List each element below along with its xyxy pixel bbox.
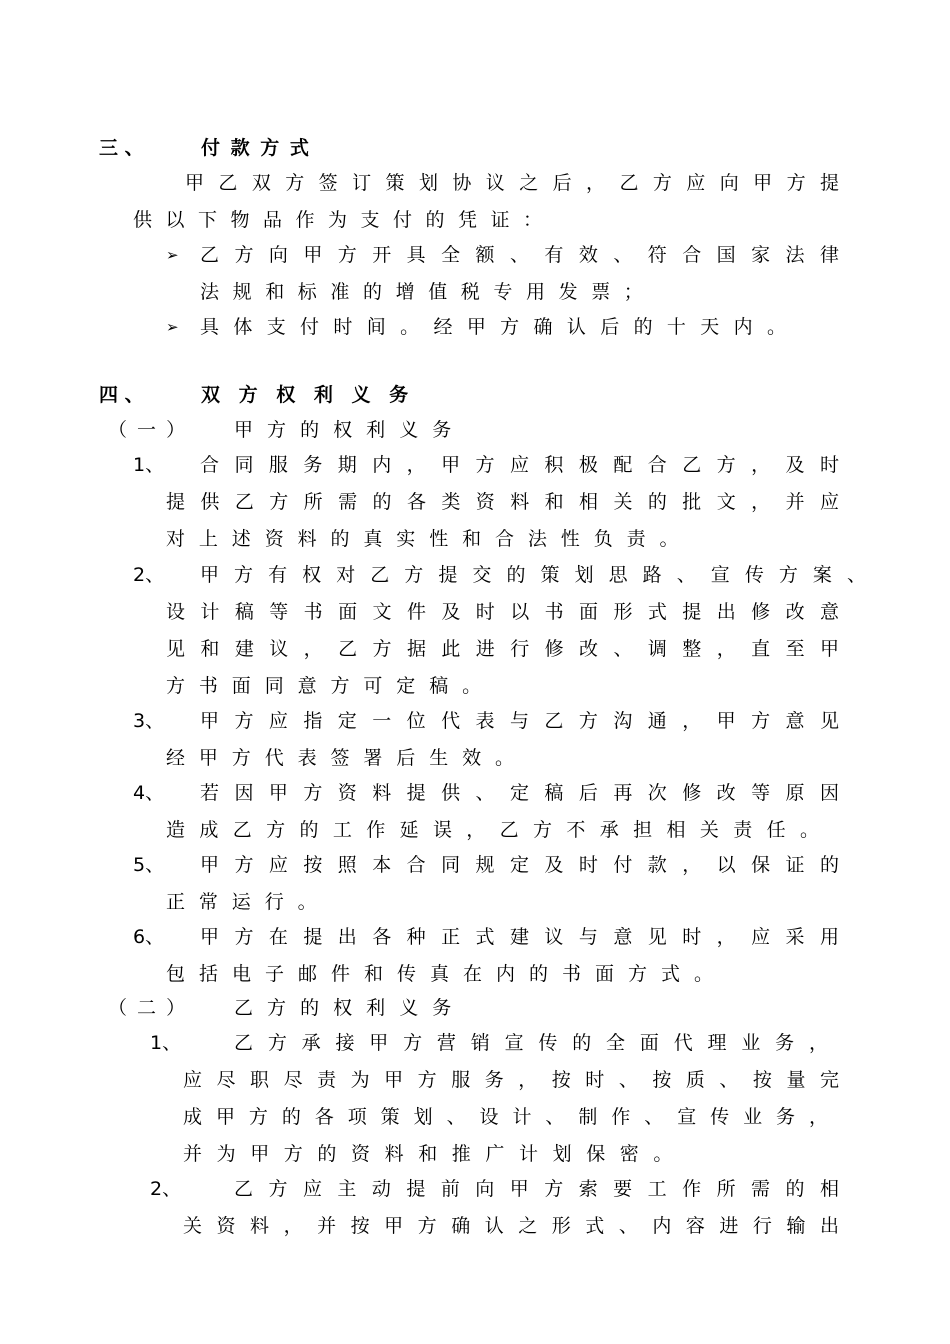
- party-a-item-4-line-2: 造成乙方的工作延误，乙方不承担相关责任。: [166, 819, 819, 841]
- party-b-item-1-line-2: 应尽职尽责为甲方服务，按时、按质、按量完: [183, 1069, 839, 1091]
- party-a-item-6-line-1: 甲方在提出各种正式建议与意见时，应采用: [200, 926, 839, 948]
- party-a-item-5-number: 5、: [133, 854, 165, 876]
- section-3-bullet-1-line-2: 法规和标准的增值税专用发票；: [200, 281, 657, 303]
- party-a-item-6-number: 6、: [133, 926, 165, 948]
- party-a-item-1-number: 1、: [133, 454, 165, 476]
- party-a-item-3-number: 3、: [133, 710, 165, 732]
- party-a-item-4-number: 4、: [133, 782, 165, 804]
- party-b-number: （ 二 ）: [108, 997, 188, 1019]
- party-b-item-1-number: 1、: [150, 1032, 182, 1054]
- party-a-item-1-line-3: 对上述资料的真实性和合法性负责。: [166, 528, 693, 550]
- party-b-item-1-line-1: 乙方承接甲方营销宣传的全面代理业务，: [234, 1032, 828, 1054]
- section-3-bullet-1-line-1: 乙方向甲方开具全额、有效、符合国家法律: [200, 244, 839, 266]
- party-b-item-2-line-2: 关资料，并按甲方确认之形式、内容进行输出: [183, 1215, 839, 1237]
- section-3-number: 三 、: [99, 137, 144, 159]
- arrowhead-bullet-icon: ➢: [166, 246, 179, 264]
- party-a-item-6-line-2: 包括电子邮件和传真在内的书面方式。: [166, 963, 728, 985]
- arrowhead-bullet-icon: ➢: [166, 318, 179, 336]
- section-3-intro-line-2: 供以下物品作为支付的凭证：: [133, 209, 556, 231]
- party-b-title: 乙 方 的 权 利 义 务: [234, 997, 456, 1019]
- party-b-item-1-line-4: 并为甲方的资料和推广计划保密。: [183, 1143, 688, 1165]
- party-a-item-2-line-4: 方书面同意方可定稿。: [166, 675, 496, 697]
- party-a-item-5-line-2: 正常运行。: [166, 891, 331, 913]
- party-a-item-1-line-2: 提供乙方所需的各类资料和相关的批文，并应: [166, 491, 839, 513]
- section-3-intro-line-1: 甲乙双方签订策划协议之后，乙方应向甲方提: [185, 172, 839, 194]
- section-3-bullet-2-line-1: 具体支付时间。经甲方确认后的十天内。: [200, 316, 786, 338]
- party-b-item-2-number: 2、: [150, 1178, 182, 1200]
- section-3-title: 付 款 方 式: [201, 137, 311, 159]
- section-4-number: 四 、: [99, 384, 144, 406]
- party-a-number: （ 一 ）: [108, 419, 188, 441]
- party-a-title: 甲 方 的 权 利 义 务: [234, 419, 456, 441]
- party-a-item-1-line-1: 合同服务期内，甲方应积极配合乙方，及时: [200, 454, 839, 476]
- party-a-item-5-line-1: 甲方应按照本合同规定及时付款，以保证的: [200, 854, 839, 876]
- party-a-item-2-line-2: 设计稿等书面文件及时以书面形式提出修改意: [166, 601, 839, 623]
- party-a-item-2-number: 2、: [133, 564, 165, 586]
- party-a-item-2-line-1: 甲方有权对乙方提交的策划思路、宣传方案、: [200, 564, 866, 586]
- party-b-item-2-line-1: 乙方应主动提前向甲方索要工作所需的相: [234, 1178, 839, 1200]
- party-a-item-2-line-3: 见和建议，乙方据此进行修改、调整，直至甲: [166, 638, 839, 660]
- section-4-title: 双 方 权 利 义 务: [201, 384, 415, 406]
- party-a-item-3-line-1: 甲方应指定一位代表与乙方沟通，甲方意见: [200, 710, 839, 732]
- party-a-item-3-line-2: 经甲方代表签署后生效。: [166, 747, 528, 769]
- party-a-item-4-line-1: 若因甲方资料提供、定稿后再次修改等原因: [200, 782, 839, 804]
- party-b-item-1-line-3: 成甲方的各项策划、设计、制作、宣传业务，: [183, 1106, 828, 1128]
